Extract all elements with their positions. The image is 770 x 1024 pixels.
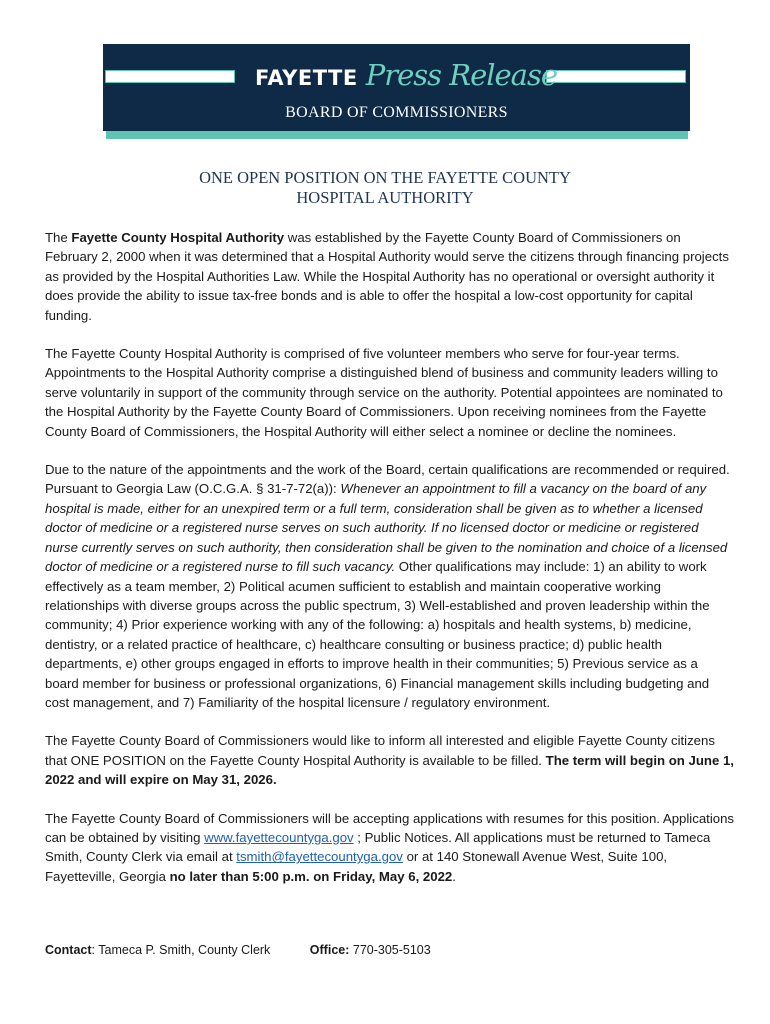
paragraph-1 [45,228,735,325]
brand-script: Press Release [365,58,558,92]
title-line-1: ONE OPEN POSITION ON THE FAYETTE COUNTY [199,168,571,187]
p1-lead: The [45,230,72,245]
p5-c: or at 140 Stonewall Avenue West, Suite 100, Fayetteville, Georgia [45,849,668,884]
office-label: Office: [309,943,350,957]
contact-label: Contact [45,943,92,957]
p1-bold: Fayette County Hospital Authority [71,230,285,245]
banner-left-bar [105,70,235,83]
p3-law-quote: Whenever an appointment to fill a vacancy on the board of any hospital is made, either for an unexpired term or a full term, consideration shall be given as to whether a licensed doctor of medicine or a registered nurse serves on such authority. If no licensed doctor or medicine or registered nurse currently serves on such authority, then consideration shall be given to the nomination and choice of a licensed doctor of medicine or a registered nurse to fill such vacancy. [45,481,728,575]
office-info [310,943,431,957]
p5-end: . [452,868,456,884]
p5-a: The Fayette County Board of Commissioners will be accepting applications with resumes for this position. Applications can be obtained by visiting [45,810,735,845]
banner-teal-stripe [106,131,688,139]
paragraph-5 [45,809,735,887]
office-value: 770-305-5103 [349,943,431,957]
p1-rest: was established by the Fayette County Board of Commissioners on February 2, 2000 when it was determined that a Hospital Authority would serve the citizens through financing projects as provided by the Hospital Authorities Law. While the Hospital Authority has no operational or oversight authority it does provide the ability to issue tax-free bonds and is able to offer the hospital a low-cost opportunity for capital funding. [45,230,729,323]
p4-lead: The Fayette County Board of Commissioners would like to inform all interested and eligible Fayette County citizens that ONE POSITION on the Fayette County Hospital Authority is available to be filled. [45,733,715,768]
title-line-2: HOSPITAL AUTHORITY [296,188,474,207]
banner-right-bar [546,70,686,83]
banner-subtitle: BOARD OF COMMISSIONERS [285,104,508,121]
brand-logo [255,58,557,94]
document-title [100,168,670,208]
p4-term-dates: The term will begin on June 1, 2022 and will expire on May 31, 2026. [45,752,734,788]
brand-word: FAYETTE [255,66,358,90]
paragraph-2: The Fayette County Hospital Authority is comprised of five volunteer members who serve for four-year terms. Appointments to the Hospital Authority comprise a distinguished blend of business and community leaders willing to serve voluntarily in support of the community through service on the authority. Potential appointees are nominated to the Hospital Authority by the Fayette County Board of Commissioners. Upon receiving nominees from the Fayette County Board of Commissioners, the Hospital Authority will either select a nominee or decline the nominees. [45,346,723,439]
paragraph-4 [45,731,735,789]
paragraph-3 [45,460,735,712]
clerk-email-link[interactable]: tsmith@fayettecountyga.gov [236,849,403,865]
contact-line [45,943,431,957]
p5-b: ; Public Notices. All applications must be returned to Tameca Smith, County Clerk via email at [45,829,711,865]
p3-rest: Other qualifications may include: 1) an ability to work effectively as a team member, 2) Political acumen sufficient to establish and maintain cooperative working relationships with diverse groups across the public spectrum, 3) Well-established and proven leadership within the community; 4) Prior experience working with any of the following: a) hospitals and health systems, b) medicine, dentistry, or a related practice of healthcare, c) healthcare consulting or business practice; d) public health departments, e) other groups engaged in efforts to improve health in their communities; 5) Previous service as a board member for business or professional organizations, 6) Financial management skills including budgeting and cost management, and 7) Familiarity of the hospital licensure / regulatory environment. [45,559,710,710]
contact-value: : Tameca P. Smith, County Clerk [91,943,271,957]
p3-lead: Due to the nature of the appointments and the work of the Board, certain qualifications are recommended or required. Pursuant to Georgia Law (O.C.G.A. § 31-7-72(a)): [45,462,730,497]
document-body [45,228,735,905]
p5-deadline: no later than 5:00 p.m. on Friday, May 6, 2022 [169,868,453,884]
county-website-link[interactable]: www.fayettecountyga.gov [204,829,354,845]
